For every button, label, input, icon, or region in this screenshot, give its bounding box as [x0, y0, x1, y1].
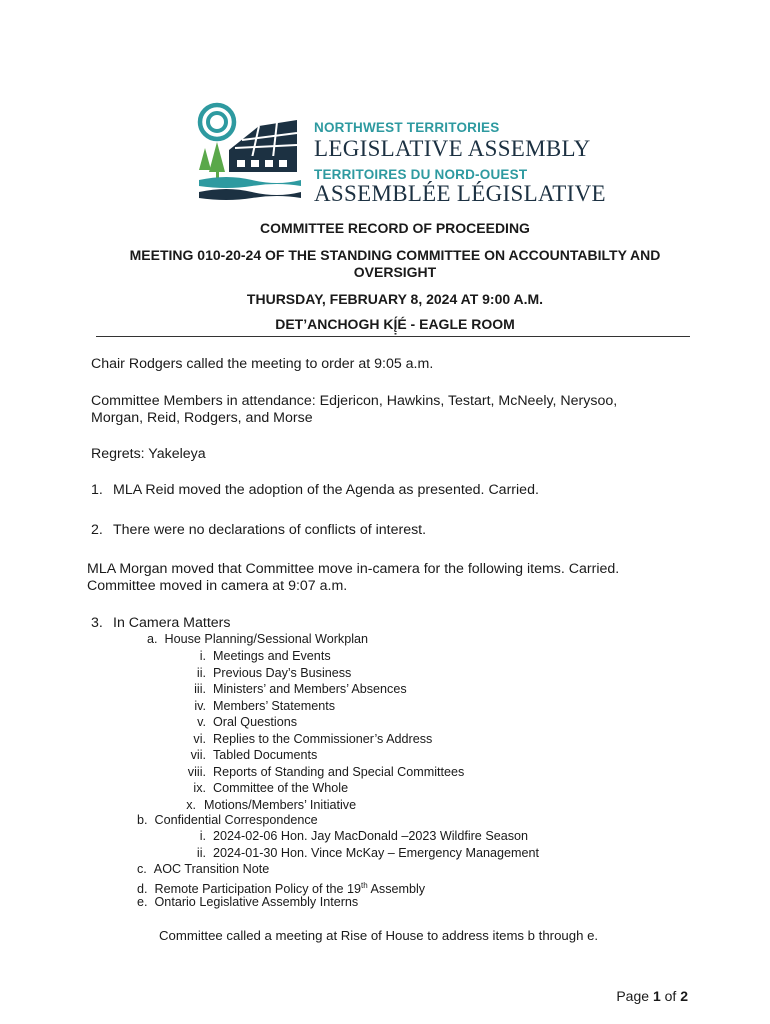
- item-number: 2.: [91, 522, 103, 538]
- roman-numeral: iii.: [194, 682, 206, 696]
- roman-numeral: vii.: [190, 748, 206, 762]
- meeting-date: THURSDAY, FEBRUARY 8, 2024 AT 9:00 A.M.: [246, 291, 544, 307]
- assembly-logo: [197, 100, 606, 208]
- roman-list-text: Meetings and Events: [213, 649, 331, 663]
- subitem-b: [137, 812, 318, 829]
- subitem-e-text: Ontario Legislative Assembly Interns: [154, 895, 359, 909]
- page-current: 1: [652, 988, 661, 1004]
- call-to-order: Chair Rodgers called the meeting to order at 9:05 a.m.: [91, 356, 434, 372]
- closing-note: Committee called a meeting at Rise of House to address items b through e.: [159, 928, 599, 943]
- roman-list-text: Tabled Documents: [213, 748, 318, 762]
- roman-numeral: x.: [186, 797, 196, 812]
- item-number: 1.: [91, 482, 103, 498]
- document-title: COMMITTEE RECORD OF PROCEEDING: [260, 220, 530, 236]
- roman-list-text: Motions/Members’ Initiative: [204, 797, 357, 812]
- roman-list-text: Oral Questions: [213, 715, 297, 729]
- agenda-item-1: [91, 482, 103, 499]
- agenda-item-1-text: MLA Reid moved the adoption of the Agenda as presented. Carried.: [113, 482, 539, 498]
- agenda-item-3: [91, 615, 103, 632]
- roman-numeral: i.: [199, 649, 206, 663]
- subitem-d-text-end: Assembly: [367, 882, 426, 897]
- agenda-item-3-text: In Camera Matters: [113, 615, 231, 631]
- attendance-line1: Committee Members in attendance: Edjericon, Hawkins, Testart, McNeely, Nerysoo,: [91, 393, 618, 409]
- roman-list-text: Ministers’ and Members’ Absences: [213, 682, 407, 696]
- subitem-letter: c.: [137, 862, 147, 876]
- subitem-a: [147, 631, 368, 648]
- roman-list-text: 2024-01-30 Hon. Vince McKay – Emergency Management: [213, 845, 539, 860]
- subitem-e: [137, 894, 358, 911]
- roman-numeral: ii.: [196, 845, 206, 860]
- page-total: 2: [680, 988, 688, 1004]
- subitem-letter: d.: [137, 882, 148, 897]
- roman-numeral: i.: [199, 829, 206, 843]
- meeting-title-line1: MEETING 010-20-24 OF THE STANDING COMMITTEE ON ACCOUNTABILTY AND: [129, 247, 661, 263]
- agenda-item-2: [91, 522, 103, 539]
- roman-list-text: Reports of Standing and Special Committees: [213, 764, 465, 779]
- item-number: 3.: [91, 615, 103, 631]
- roman-numeral: vi.: [193, 731, 206, 746]
- subitem-d-text: Remote Participation Policy of the 19: [154, 882, 362, 897]
- agenda-item-2-text: There were no declarations of conflicts of interest.: [113, 522, 427, 538]
- roman-list-text: Replies to the Commissioner’s Address: [213, 731, 433, 746]
- logo-line-territoires: TERRITOIRES DU NORD-OUEST: [314, 167, 528, 182]
- in-camera-motion-line1: MLA Morgan moved that Committee move in-camera for the following items. Carried.: [87, 561, 620, 577]
- meeting-title-line2: OVERSIGHT: [353, 264, 437, 280]
- roman-numeral: v.: [197, 715, 206, 729]
- subitem-a-text: House Planning/Sessional Workplan: [164, 632, 369, 646]
- roman-numeral: iv.: [194, 698, 206, 713]
- subitem-c: [137, 861, 269, 878]
- logo-line-legislative-assembly: LEGISLATIVE ASSEMBLY: [314, 136, 591, 161]
- header-divider: [96, 336, 690, 337]
- roman-numeral: ix.: [193, 781, 206, 795]
- roman-numeral: ii.: [196, 665, 206, 680]
- roman-list-text: Members’ Statements: [213, 698, 336, 713]
- roman-numeral: viii.: [187, 764, 206, 779]
- assembly-emblem-icon: [197, 100, 307, 208]
- roman-list-text: 2024-02-06 Hon. Jay MacDonald –2023 Wildfire Season: [213, 829, 529, 843]
- meeting-room: DET’ANCHOGH KĮ̣́É - EAGLE ROOM: [275, 316, 515, 332]
- attendance-line2: Morgan, Reid, Rodgers, and Morse: [91, 410, 313, 426]
- subitem-b-text: Confidential Correspondence: [154, 813, 318, 827]
- page-number: [616, 988, 688, 1004]
- page-word: Page: [616, 988, 650, 1004]
- of-word: of: [664, 988, 677, 1004]
- roman-list-text: Committee of the Whole: [213, 781, 349, 795]
- roman-list-text: Previous Day’s Business: [213, 665, 352, 680]
- logo-line-assemblee: ASSEMBLÉE LÉGISLATIVE: [314, 181, 606, 206]
- regrets: Regrets: Yakeleya: [91, 446, 206, 462]
- ordinal-suffix: th: [361, 881, 368, 890]
- logo-line-nwt: NORTHWEST TERRITORIES: [314, 120, 500, 135]
- subitem-letter: b.: [137, 813, 148, 827]
- subitem-c-text: AOC Transition Note: [153, 862, 270, 876]
- subitem-letter: e.: [137, 895, 148, 909]
- subitem-letter: a.: [147, 632, 158, 646]
- in-camera-motion-line2: Committee moved in camera at 9:07 a.m.: [87, 578, 348, 594]
